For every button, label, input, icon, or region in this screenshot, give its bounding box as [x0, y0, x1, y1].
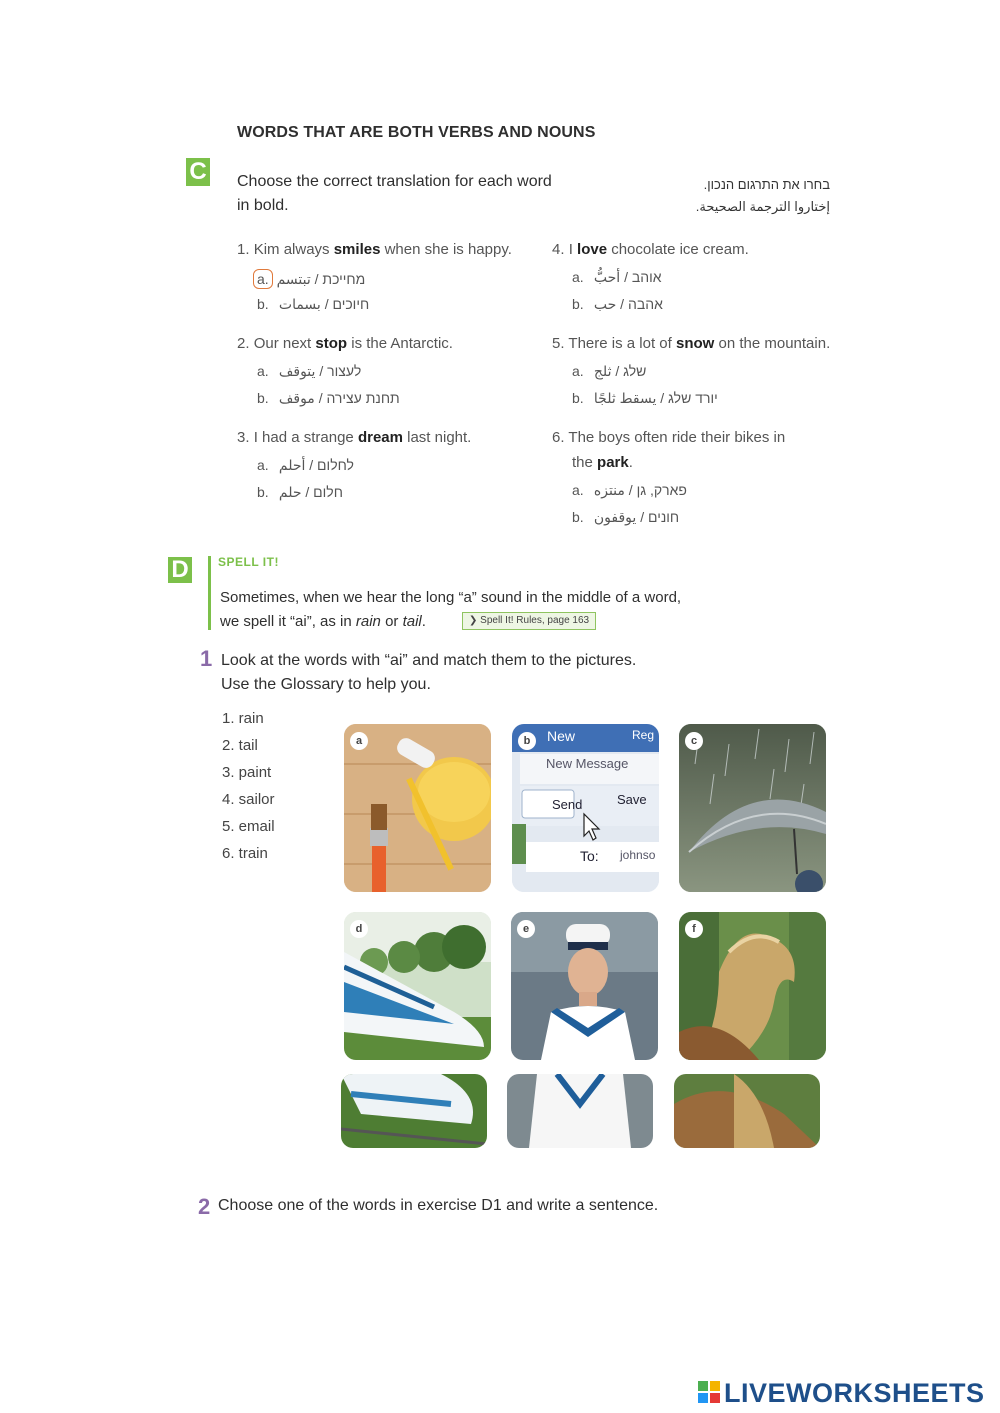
section-c-badge: C — [186, 158, 210, 186]
picture-e-sailor[interactable] — [511, 912, 658, 1060]
rain-image — [679, 724, 826, 892]
q3-option-a[interactable]: a. לחלום / أحلم — [257, 457, 354, 473]
spell-rules-link[interactable]: ❯ Spell It! Rules, page 163 — [462, 612, 596, 630]
q6-option-b[interactable]: b. חונים / يوقفون — [572, 509, 680, 525]
exercise-1-line-2: Use the Glossary to help you. — [221, 676, 431, 693]
exercise-2-instruction: Choose one of the words in exercise D1 and write a sentence. — [218, 1197, 659, 1214]
picture-label: a — [350, 732, 368, 750]
picture-a-paint[interactable] — [344, 724, 491, 892]
instruction-line-1: Choose the correct translation for each word — [237, 173, 552, 190]
word-list — [222, 705, 275, 867]
tail-strip — [674, 1074, 820, 1148]
email-save-button: Save — [617, 792, 647, 807]
question-2: 2. Our next stop is the Antarctic. — [237, 335, 453, 352]
q2-option-b[interactable]: b. תחנת עצירה / موقف — [257, 390, 400, 406]
picture-f-tail[interactable] — [679, 912, 826, 1060]
arabic-instruction: إختاروا الترجمة الصحيحة. — [695, 199, 830, 214]
exercise-1-number: 1 — [200, 646, 213, 671]
picture-c-rain[interactable] — [679, 724, 826, 892]
word-item: 2. tail — [222, 737, 258, 754]
train-strip-image — [341, 1074, 487, 1148]
word-item: 5. email — [222, 818, 275, 835]
word-item: 1. rain — [222, 710, 264, 727]
exercise-1-line-1: Look at the words with “ai” and match them to the pictures. — [221, 652, 637, 669]
question-6: 6. The boys often ride their bikes in — [552, 429, 786, 446]
section-d-badge: D — [168, 557, 192, 583]
q5-option-b[interactable]: b. יורד שלג / يسقط ثلجًا — [572, 390, 718, 406]
answer-circle: a. — [253, 269, 273, 289]
picture-label: b — [518, 732, 536, 750]
picture-label: c — [685, 732, 703, 750]
question-6-cont: the park. — [572, 454, 633, 471]
question-3: 3. I had a strange dream last night. — [237, 429, 472, 446]
q2-option-a[interactable]: a. לעצור / يتوقف — [257, 363, 362, 379]
q6-option-a[interactable]: a. פארק, גן / منتزه — [572, 482, 687, 498]
tail-strip-image — [674, 1074, 820, 1148]
q4-option-a[interactable]: a. אוהב / أحبُّ — [572, 269, 662, 285]
word-item: 6. train — [222, 845, 268, 862]
picture-label: f — [685, 920, 703, 938]
email-new-label: New — [547, 728, 576, 744]
spell-rule-line-1: Sometimes, when we hear the long “a” sound in the middle of a word, — [220, 589, 682, 606]
exercise-1-instruction — [221, 649, 636, 697]
liveworksheets-logo-icon — [698, 1381, 720, 1403]
exercise-2-number: 2 — [198, 1194, 211, 1219]
q4-option-b[interactable]: b. אהבה / حب — [572, 296, 663, 312]
q1-option-a[interactable]: a. מחייכת / تبتسم — [253, 269, 365, 289]
spell-rule-text — [220, 586, 681, 634]
word-item: 4. sailor — [222, 791, 275, 808]
sailor-strip-image — [507, 1074, 653, 1148]
picture-label: e — [517, 920, 535, 938]
email-send-button: Send — [552, 797, 583, 812]
section-d-bar — [208, 556, 211, 630]
picture-b-email[interactable] — [512, 724, 659, 892]
email-image — [512, 724, 659, 892]
email-reg-label: Reg — [632, 728, 655, 742]
train-strip — [341, 1074, 487, 1148]
q5-option-a[interactable]: a. שלג / ثلج — [572, 363, 647, 379]
email-to-value: johnso — [620, 848, 656, 862]
section-c-instruction — [237, 170, 552, 218]
picture-label: d — [350, 920, 368, 938]
spell-it-title: SPELL IT! — [218, 555, 279, 569]
picture-d-train[interactable] — [344, 912, 491, 1060]
q1-option-b[interactable]: b. חיוכים / بسمات — [257, 296, 370, 312]
instruction-line-2: in bold. — [237, 197, 289, 214]
word-item: 3. paint — [222, 764, 272, 781]
paint-image — [344, 724, 491, 892]
email-to-label: To: — [580, 848, 599, 864]
hebrew-instruction: בחרו את התרגום הנכון. — [703, 177, 830, 192]
question-5: 5. There is a lot of snow on the mountain. — [552, 335, 831, 352]
sailor-strip — [507, 1074, 653, 1148]
liveworksheets-logo-text: LIVEWORKSHEETS — [724, 1378, 985, 1408]
spell-rule-line-2: we spell it “ai”, as in rain or tail. — [220, 613, 426, 630]
section-title: WORDS THAT ARE BOTH VERBS AND NOUNS — [237, 124, 596, 141]
q3-option-b[interactable]: b. חלום / حلم — [257, 484, 343, 500]
email-new-message: New Message — [546, 756, 629, 771]
question-1: 1. Kim always smiles when she is happy. — [237, 241, 512, 258]
question-4: 4. I love chocolate ice cream. — [552, 241, 749, 258]
